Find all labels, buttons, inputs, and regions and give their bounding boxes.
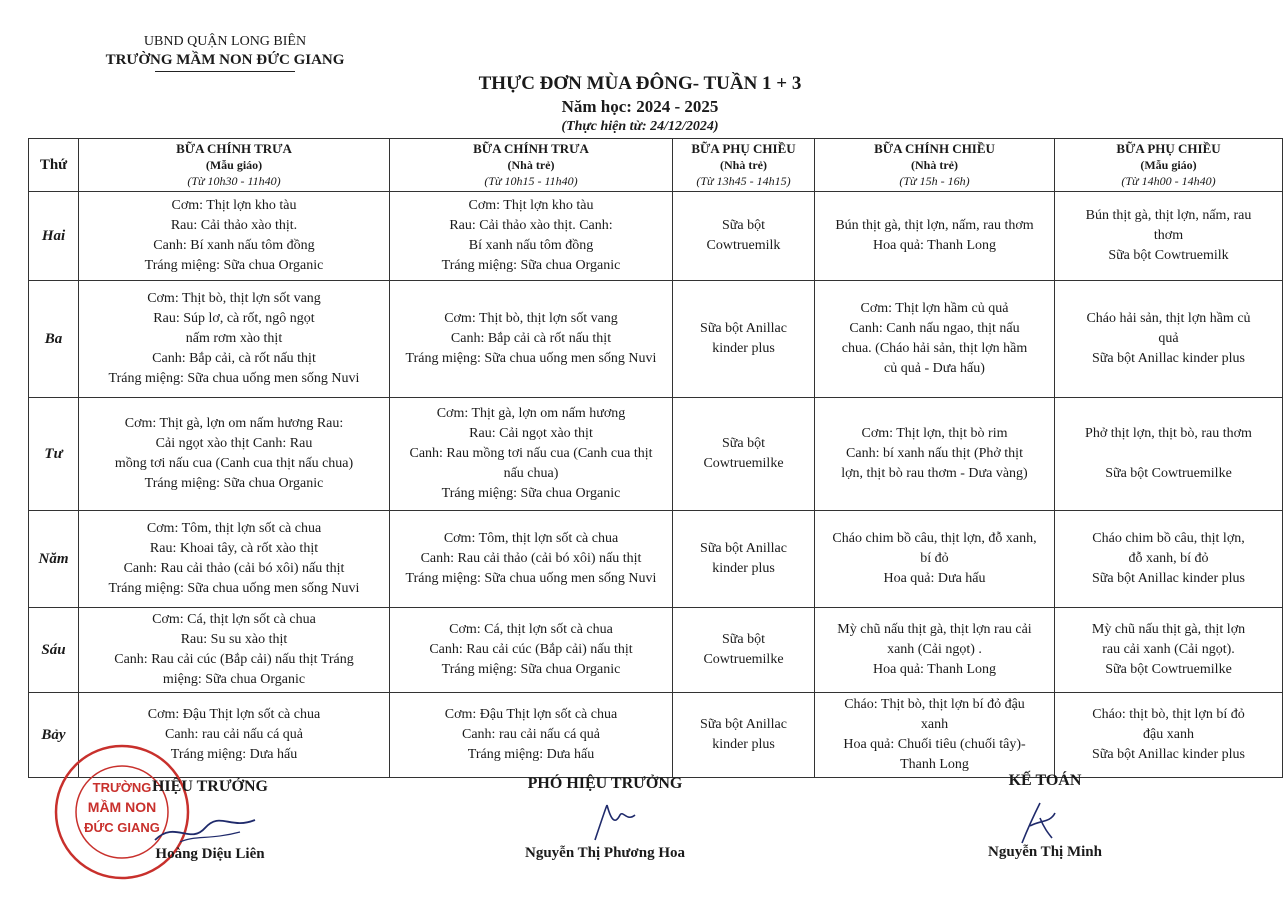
meal-line: Canh: Rau mồng tơi nấu cua (Canh cua thịt <box>409 446 653 461</box>
column-header-time: (Từ 13h45 - 14h15) <box>696 174 791 188</box>
meal-line: Phở thịt lợn, thịt bò, rau thơm <box>1085 426 1252 441</box>
meal-line: Canh: Rau cải cúc (Bắp cải) nấu thịt Tráng <box>114 652 354 667</box>
meal-line: Canh: Rau cải thảo (cải bó xôi) nấu thịt <box>420 551 642 566</box>
document-header <box>60 33 390 72</box>
meal-line: Rau: Súp lơ, cà rốt, ngô ngọt <box>153 311 315 326</box>
meal-line: Canh: bí xanh nấu thịt (Phở thịt <box>846 446 1023 461</box>
column-header-group: (Mẫu giáo) <box>205 158 263 172</box>
meal-line: Cháo chim bồ câu, thịt lợn, <box>1092 531 1245 546</box>
meal-line: Cháo: thịt bò, thịt lợn bí đỏ <box>1092 707 1245 722</box>
column-header-label: BỮA PHỤ CHIỀU <box>1116 141 1221 156</box>
meal-line: Canh: Canh nấu ngao, thịt nấu <box>849 321 1020 336</box>
meal-line: Tráng miệng: Sữa chua uống men sống Nuvi <box>405 571 657 586</box>
meal-line: Cơm: Thịt lợn kho tàu <box>171 198 297 213</box>
day-cell: Tư <box>29 398 79 511</box>
meal-line: Hoa quả: Chuối tiêu (chuối tây)- <box>843 737 1026 752</box>
column-header-group: (Nhà trẻ) <box>720 158 767 172</box>
meal-line: Sữa bột Anillac <box>700 541 787 556</box>
meal-cell <box>815 693 1055 778</box>
meal-line: Tráng miệng: Sữa chua Organic <box>441 662 621 677</box>
effective-date: (Thực hiện từ: 24/12/2024) <box>561 119 719 134</box>
meal-line: đỗ xanh, bí đỏ <box>1128 551 1209 566</box>
meal-line: lợn, thịt bò rau thơm - Dưa vàng) <box>841 466 1028 481</box>
meal-line: Cơm: Đậu Thịt lợn sốt cà chua <box>444 707 618 722</box>
meal-line: Cơm: Thịt bò, thịt lợn sốt vang <box>444 311 618 326</box>
table-header-row <box>29 139 1283 192</box>
meal-line: Cơm: Cá, thịt lợn sốt cà chua <box>152 612 316 627</box>
meal-line: Canh: Rau cải cúc (Bắp cải) nấu thịt <box>429 642 633 657</box>
column-header-time: (Từ 10h15 - 11h40) <box>484 174 578 188</box>
meal-line: Sữa bột <box>722 632 765 647</box>
meal-cell <box>815 192 1055 281</box>
meal-cell <box>673 693 815 778</box>
column-header-label: Thứ <box>39 157 68 173</box>
meal-cell <box>79 281 390 398</box>
meal-cell <box>390 693 673 778</box>
meal-line: Bí xanh nấu tôm đồng <box>468 238 594 253</box>
meal-line: Canh: Bí xanh nấu tôm đồng <box>153 238 315 253</box>
meal-cell <box>1055 608 1283 693</box>
school-year: Năm học: 2024 - 2025 <box>561 97 719 116</box>
meal-line: miệng: Sữa chua Organic <box>162 672 306 687</box>
accountant-name: Nguyễn Thị Minh <box>988 844 1102 860</box>
column-header-time: (Từ 14h00 - 14h40) <box>1121 174 1216 188</box>
meal-line: Hoa quả: Thanh Long <box>873 662 996 677</box>
meal-line: Mỳ chũ nấu thịt gà, thịt lợn rau cải <box>837 622 1032 637</box>
meal-line: Bún thịt gà, thịt lợn, nấm, rau <box>1085 208 1252 223</box>
meal-line: Tráng miệng: Sữa chua Organic <box>441 258 621 273</box>
meal-line: Rau: Cải ngọt xào thịt <box>469 426 593 441</box>
meal-cell <box>390 398 673 511</box>
meal-line: Canh: rau cải nấu cá quả <box>462 727 600 742</box>
meal-cell <box>390 281 673 398</box>
meal-line: Mỳ chũ nấu thịt gà, thịt lợn <box>1091 622 1246 637</box>
meal-line: quả <box>1158 331 1179 346</box>
meal-line: Canh: Bắp cải, cà rốt nấu thịt <box>152 351 316 366</box>
column-header-meal <box>79 139 390 192</box>
table-row <box>29 192 1283 281</box>
column-header-time: (Từ 10h30 - 11h40) <box>187 174 281 188</box>
meal-line: Cơm: Cá, thịt lợn sốt cà chua <box>449 622 613 637</box>
meal-line: bí đỏ <box>920 551 949 566</box>
meal-cell <box>390 511 673 608</box>
meal-line: Cơm: Thịt lợn, thịt bò rim <box>861 426 1008 441</box>
meal-line: thơm <box>1153 228 1184 243</box>
meal-line: Cháo: Thịt bò, thịt lợn bí đỏ đậu <box>844 697 1025 712</box>
meal-line <box>1059 444 1278 464</box>
meal-line: Cowtruemilk <box>706 238 781 253</box>
meal-line: Sữa bột Cowtruemilk <box>1108 248 1229 263</box>
meal-cell <box>79 511 390 608</box>
document-title: THỰC ĐƠN MÙA ĐÔNG- TUẦN 1 + 3 <box>478 73 802 94</box>
stamp-text: ĐỨC GIANG <box>84 820 160 835</box>
meal-line: xanh (Cải ngọt) . <box>887 642 982 657</box>
meal-line: Cơm: Thịt lợn kho tàu <box>468 198 594 213</box>
accountant-title: KẾ TOÁN <box>1008 772 1082 789</box>
meal-cell <box>815 608 1055 693</box>
meal-line: Cowtruemilke <box>703 456 784 471</box>
meal-line: Tráng miệng: Sữa chua uống men sống Nuvi <box>108 371 360 386</box>
meal-cell <box>79 398 390 511</box>
meal-cell <box>673 398 815 511</box>
meal-line: Bún thịt gà, thịt lợn, nấm, rau thơm <box>835 218 1034 233</box>
meal-line: Cơm: Thịt lợn hầm củ quả <box>860 301 1009 316</box>
meal-line: Tráng miệng: Sữa chua uống men sống Nuvi <box>405 351 657 366</box>
meal-line: xanh <box>920 717 949 732</box>
column-header-meal <box>673 139 815 192</box>
meal-line: Thanh Long <box>900 757 969 772</box>
meal-cell <box>673 281 815 398</box>
meal-line: củ quả - Dưa hấu) <box>884 361 985 376</box>
column-header-time: (Từ 15h - 16h) <box>899 174 970 188</box>
meal-line: Cơm: Thịt gà, lợn om nấm hương <box>436 406 626 421</box>
column-header-label: BỮA CHÍNH TRƯA <box>176 141 292 156</box>
meal-cell <box>673 608 815 693</box>
meal-line: Sữa bột <box>722 436 765 451</box>
meal-line: Rau: Su su xào thịt <box>180 632 288 647</box>
meal-line: Sữa bột Cowtruemilke <box>1105 466 1232 481</box>
meal-line: Sữa bột <box>722 218 765 233</box>
meal-line: Cải ngọt xào thịt Canh: Rau <box>155 436 313 451</box>
meal-cell <box>1055 693 1283 778</box>
meal-cell <box>815 398 1055 511</box>
meal-cell <box>390 608 673 693</box>
meal-line: kinder plus <box>712 561 775 576</box>
meal-cell <box>815 281 1055 398</box>
meal-line: nấm rơm xào thịt <box>185 331 283 346</box>
meal-cell <box>1055 192 1283 281</box>
menu-table <box>28 138 1283 778</box>
meal-line: Tráng miệng: Sữa chua Organic <box>441 486 621 501</box>
meal-line: nấu chua) <box>503 466 559 481</box>
column-header-label: BỮA CHÍNH CHIỀU <box>874 141 995 156</box>
meal-line: Cơm: Đậu Thịt lợn sốt cà chua <box>147 707 321 722</box>
meal-line: Tráng miệng: Sữa chua Organic <box>144 476 324 491</box>
accountant-signature-mark <box>1010 798 1070 848</box>
document-title-block <box>380 72 900 136</box>
column-header-label: BỮA PHỤ CHIỀU <box>691 141 796 156</box>
meal-line: Rau: Khoai tây, cà rốt xào thịt <box>149 541 319 556</box>
authority-name: UBND QUẬN LONG BIÊN <box>143 34 307 49</box>
header-underline <box>155 71 295 72</box>
column-header-meal <box>815 139 1055 192</box>
meal-line: Hoa quả: Thanh Long <box>873 238 996 253</box>
stamp-text: MẦM NON <box>87 799 157 815</box>
meal-line: Tráng miệng: Sữa chua Organic <box>144 258 324 273</box>
meal-cell <box>1055 511 1283 608</box>
meal-line: Sữa bột Anillac <box>700 321 787 336</box>
meal-line: Hoa quả: Dưa hấu <box>883 571 986 586</box>
meal-line: chua. (Cháo hải sản, thịt lợn hầm <box>841 341 1028 356</box>
meal-line: Canh: rau cải nấu cá quả <box>165 727 303 742</box>
column-header-group: (Nhà trẻ) <box>507 158 555 172</box>
vice-principal-name: Nguyễn Thị Phương Hoa <box>525 845 685 861</box>
meal-cell <box>390 192 673 281</box>
meal-line: Cơm: Thịt gà, lợn om nấm hương Rau: <box>124 416 344 431</box>
vice-principal-signature-mark <box>585 800 645 845</box>
meal-line: Cơm: Tôm, thịt lợn sốt cà chua <box>443 531 619 546</box>
day-cell: Năm <box>29 511 79 608</box>
meal-line: Sữa bột Anillac kinder plus <box>1091 571 1245 586</box>
meal-line: mồng tơi nấu cua (Canh cua thịt nấu chua) <box>114 456 354 471</box>
meal-line: Cháo chim bồ câu, thịt lợn, đỗ xanh, <box>832 531 1037 546</box>
day-cell: Ba <box>29 281 79 398</box>
meal-line: Canh: Rau cải thảo (cải bó xôi) nấu thịt <box>123 561 345 576</box>
table-row <box>29 281 1283 398</box>
meal-cell <box>1055 398 1283 511</box>
table-row <box>29 398 1283 511</box>
meal-line: Cơm: Thịt bò, thịt lợn sốt vang <box>147 291 321 306</box>
meal-line: kinder plus <box>712 737 775 752</box>
meal-cell <box>673 192 815 281</box>
table-row <box>29 693 1283 778</box>
table-row <box>29 608 1283 693</box>
stamp-text: TRƯỜNG <box>92 780 152 795</box>
meal-cell <box>673 511 815 608</box>
meal-line: Canh: Bắp cải cà rốt nấu thịt <box>450 331 612 346</box>
column-header-meal <box>390 139 673 192</box>
column-header-group: (Mẫu giáo) <box>1140 158 1197 172</box>
meal-line: kinder plus <box>712 341 775 356</box>
meal-cell <box>79 192 390 281</box>
column-header-group: (Nhà trẻ) <box>911 158 958 172</box>
meal-cell <box>1055 281 1283 398</box>
meal-line: Tráng miệng: Sữa chua uống men sống Nuvi <box>108 581 360 596</box>
day-cell: Sáu <box>29 608 79 693</box>
meal-line: Tráng miệng: Dưa hấu <box>467 747 595 762</box>
vice-principal-title: PHÓ HIỆU TRƯỞNG <box>527 775 683 792</box>
meal-cell <box>815 511 1055 608</box>
meal-line: Cháo hải sản, thịt lợn hầm củ <box>1086 311 1251 326</box>
meal-line: Sữa bột Anillac kinder plus <box>1091 351 1245 366</box>
meal-line: Sữa bột Anillac kinder plus <box>1091 747 1245 762</box>
principal-signature-mark <box>150 810 260 850</box>
meal-line: Cơm: Tôm, thịt lợn sốt cà chua <box>146 521 322 536</box>
meal-line: đậu xanh <box>1143 727 1194 742</box>
column-header-label: BỮA CHÍNH TRƯA <box>473 141 589 156</box>
principal-title: HIỆU TRƯỞNG <box>151 778 268 795</box>
table-row <box>29 511 1283 608</box>
meal-line: Sữa bột Anillac <box>700 717 787 732</box>
column-header-meal <box>1055 139 1283 192</box>
column-header-day <box>29 139 79 192</box>
meal-line: Rau: Cải thảo xào thịt. <box>170 218 298 233</box>
meal-cell <box>79 608 390 693</box>
school-name: TRƯỜNG MẦM NON ĐỨC GIANG <box>105 52 345 68</box>
day-cell: Bảy <box>29 693 79 778</box>
meal-line: rau cải xanh (Cải ngọt). <box>1102 642 1235 657</box>
day-cell: Hai <box>29 192 79 281</box>
principal-name: Hoàng Diệu Liên <box>155 846 265 862</box>
meal-line: Sữa bột Cowtruemilke <box>1105 662 1232 677</box>
meal-line: Tráng miệng: Dưa hấu <box>170 747 298 762</box>
meal-line: Cowtruemilke <box>703 652 784 667</box>
meal-line: Rau: Cải thảo xào thịt. Canh: <box>449 218 613 233</box>
